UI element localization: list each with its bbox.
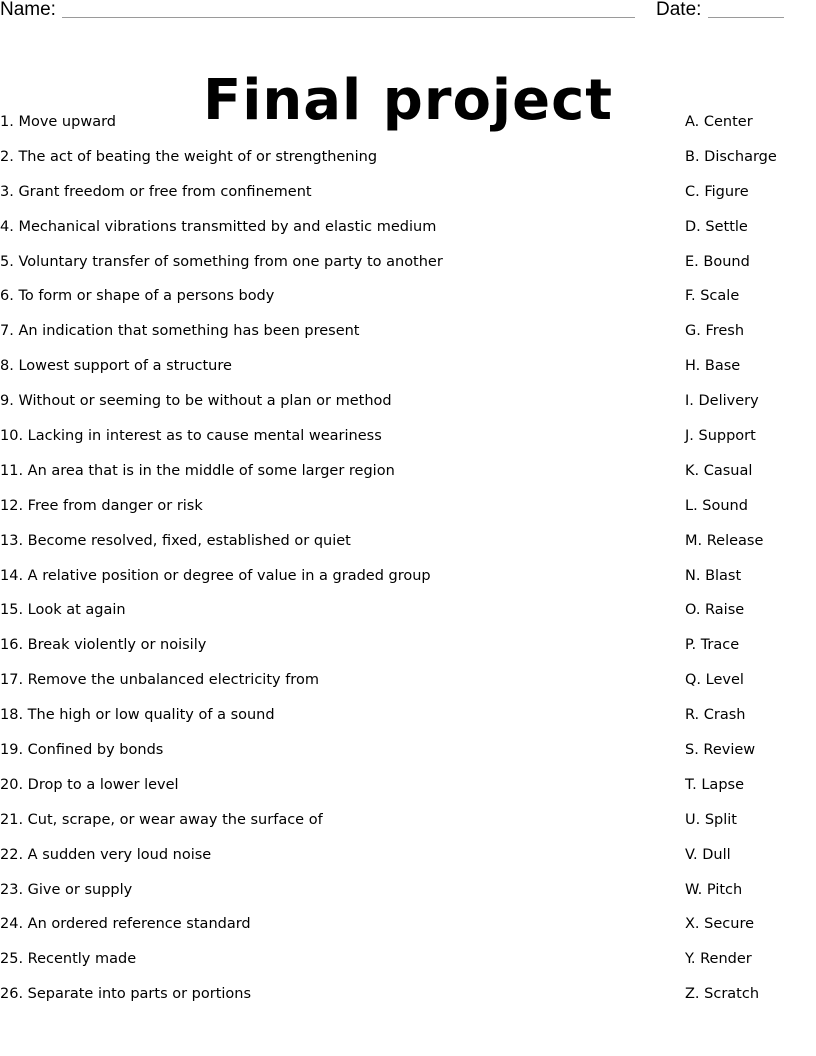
list-item: [0, 984, 816, 1019]
clue-text: 10. Lacking in interest as to cause mental weariness: [0, 428, 382, 445]
answer-option: X. Secure: [685, 916, 755, 933]
clue-text: 12. Free from danger or risk: [0, 497, 203, 514]
list-item: [0, 566, 816, 601]
name-label: Name:: [0, 0, 56, 20]
answer-option: P. Trace: [685, 637, 740, 654]
clue-text: 14. A relative position or degree of value in a graded group: [0, 567, 431, 584]
answer-option: N. Blast: [685, 567, 742, 584]
clue-text: 15. Look at again: [0, 602, 126, 619]
clue-text: 3. Grant freedom or free from confinement: [0, 183, 312, 200]
clue-text: 4. Mechanical vibrations transmitted by and elastic medium: [0, 218, 437, 235]
worksheet-header: [0, 0, 816, 22]
clue-text: 26. Separate into parts or portions: [0, 986, 252, 1003]
answer-option: F. Scale: [685, 288, 740, 305]
answer-option: S. Review: [685, 742, 756, 759]
answer-option: B. Discharge: [685, 148, 777, 165]
clue-text: 18. The high or low quality of a sound: [0, 707, 275, 724]
answer-option: C. Figure: [685, 183, 749, 200]
clue-text: 23. Give or supply: [0, 881, 133, 898]
answer-option: H. Base: [685, 358, 741, 375]
list-item: [0, 531, 816, 566]
list-item: [0, 949, 816, 984]
list-item: [0, 356, 816, 391]
clue-text: 13. Become resolved, fixed, established or quiet: [0, 532, 351, 549]
answer-option: K. Casual: [685, 462, 753, 479]
clue-text: 2. The act of beating the weight of or strengthening: [0, 148, 378, 165]
list-item: [0, 391, 816, 426]
page-title: Final project: [202, 67, 614, 133]
list-item: [0, 914, 816, 949]
list-item: [0, 461, 816, 496]
list-item: [0, 740, 816, 775]
answer-option: Q. Level: [685, 672, 744, 689]
date-field[interactable]: [708, 17, 784, 18]
clue-text: 6. To form or shape of a persons body: [0, 288, 275, 305]
clue-text: 25. Recently made: [0, 951, 137, 968]
answer-option: V. Dull: [685, 846, 731, 863]
list-item: [0, 252, 816, 287]
list-item: [0, 600, 816, 635]
clue-text: 21. Cut, scrape, or wear away the surface of: [0, 811, 323, 828]
clue-text: 20. Drop to a lower level: [0, 776, 179, 793]
clue-text: 9. Without or seeming to be without a plan or method: [0, 393, 392, 410]
clue-text: 1. Move upward: [0, 114, 116, 130]
list-item: [0, 880, 816, 915]
clue-text: 8. Lowest support of a structure: [0, 358, 232, 375]
list-item: [0, 670, 816, 705]
clue-text: 19. Confined by bonds: [0, 742, 164, 759]
clue-text: 7. An indication that something has been present: [0, 323, 360, 340]
answer-option: D. Settle: [685, 218, 748, 235]
answer-option: O. Raise: [685, 602, 745, 619]
list-item: [0, 635, 816, 670]
list-item: [0, 426, 816, 461]
list-item: [0, 286, 816, 321]
answer-option: Y. Render: [685, 951, 752, 968]
answer-option: R. Crash: [685, 707, 746, 724]
clue-text: 17. Remove the unbalanced electricity from: [0, 672, 319, 689]
answer-option: J. Support: [685, 428, 756, 445]
list-item: [0, 217, 816, 252]
answer-option: A. Center: [685, 114, 753, 130]
clue-text: 24. An ordered reference standard: [0, 916, 251, 933]
answer-option: L. Sound: [685, 497, 748, 514]
answer-option: Z. Scratch: [685, 986, 760, 1003]
answer-option: W. Pitch: [685, 881, 743, 898]
list-item: [0, 112, 816, 147]
answer-option: G. Fresh: [685, 323, 745, 340]
clue-text: 16. Break violently or noisily: [0, 637, 207, 654]
clue-text: 11. An area that is in the middle of some larger region: [0, 462, 395, 479]
name-field[interactable]: [62, 17, 635, 18]
answer-option: T. Lapse: [685, 776, 744, 793]
date-label: Date:: [656, 0, 702, 20]
list-item: [0, 705, 816, 740]
list-item: [0, 496, 816, 531]
list-item: [0, 845, 816, 880]
answer-option: E. Bound: [685, 253, 750, 270]
list-item: [0, 147, 816, 182]
clue-text: 22. A sudden very loud noise: [0, 846, 212, 863]
list-item: [0, 810, 816, 845]
matching-list: [0, 112, 816, 1019]
answer-option: U. Split: [685, 811, 737, 828]
list-item: [0, 182, 816, 217]
clue-text: 5. Voluntary transfer of something from one party to another: [0, 253, 443, 270]
list-item: [0, 775, 816, 810]
list-item: [0, 321, 816, 356]
answer-option: I. Delivery: [685, 393, 759, 410]
answer-option: M. Release: [685, 532, 764, 549]
